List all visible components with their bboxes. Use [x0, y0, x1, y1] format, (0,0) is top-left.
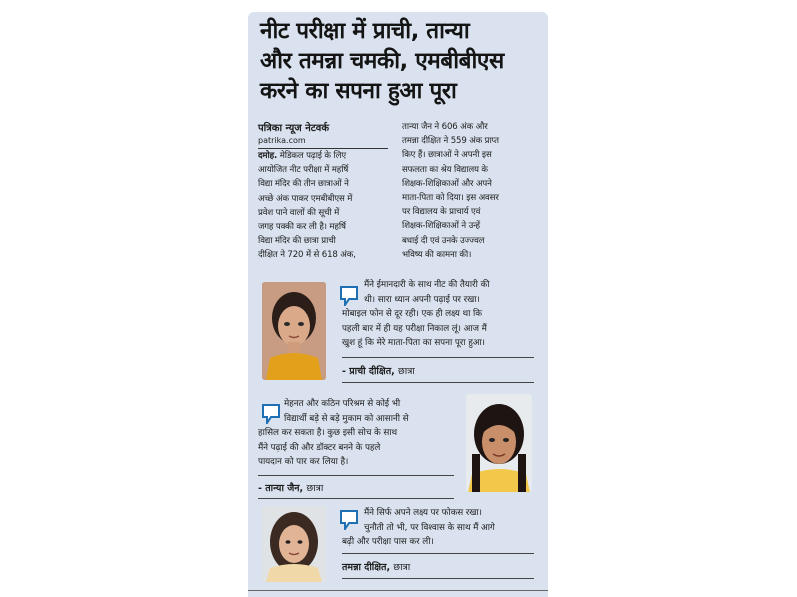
photo-tanya	[466, 394, 532, 492]
article-line: शिक्षक-शिक्षिकाओं ने उन्हें	[402, 221, 480, 232]
article-line: बधाई दी एवं उनके उज्ज्वल	[402, 235, 485, 246]
quote-line: पायदान को पार कर लिया है।	[258, 457, 349, 468]
quote-line: चुनौती तो भी, पर विश्वास के साथ मैं आगे	[364, 522, 495, 533]
quote-line: बढ़ी और परीक्षा पास कर ली।	[342, 537, 434, 548]
attribution-role: छात्रा	[398, 366, 415, 377]
headline-line: करने का सपना हुआ पूरा	[260, 78, 457, 104]
quote-line: मोबाइल फोन से दूर रही। एक ही लक्ष्य था कि	[342, 309, 482, 320]
newspaper-clipping	[248, 12, 548, 597]
article-line: शिक्षक-शिक्षिकाओं और अपने	[402, 178, 492, 189]
article-column-2	[402, 120, 542, 262]
photo-tamanna	[262, 506, 326, 582]
article-line	[258, 149, 396, 163]
article-line: तमन्ना दीक्षित ने 559 अंक प्राप्त	[402, 136, 499, 147]
article-line: माता-पिता को दिया। इस अवसर	[402, 193, 499, 204]
article-line: आयोजित नीट परीक्षा में महर्षि	[258, 165, 349, 176]
quote-tamanna	[342, 506, 495, 550]
article-line: तान्या जैन ने 606 अंक और	[402, 122, 488, 132]
attribution-prachi	[342, 364, 415, 377]
quote-line: हासिल कर सकता है। कुछ इसी सोच के साथ	[258, 428, 398, 439]
site-url: patrika.com	[258, 136, 306, 145]
quote-divider	[342, 553, 534, 554]
quote-divider	[258, 498, 454, 499]
article-column-1	[258, 149, 396, 263]
article-line: सफलता का श्रेय विद्यालय के	[402, 164, 488, 175]
article-line: जगह पक्की कर ली है। महर्षि	[258, 222, 346, 233]
attribution-name: - तान्या जैन,	[258, 483, 304, 494]
article-line: प्रवेश पाने वालों की सूची में	[258, 207, 340, 218]
quote-divider	[342, 578, 534, 579]
article-line: विद्या मंदिर की छात्रा प्राची	[258, 236, 336, 247]
photo-prachi	[262, 282, 326, 380]
portrait-image	[262, 282, 326, 380]
article-line: पर विद्यालय के प्राचार्य एवं	[402, 207, 481, 218]
article-line: किए हैं। छात्राओं ने अपनी इस	[402, 150, 492, 161]
attribution-role: छात्रा	[393, 562, 411, 573]
article-line: दीक्षित ने 720 में से 618 अंक,	[258, 250, 356, 261]
quote-line: मैंने ईमानदारी के साथ नीट की तैयारी की	[364, 280, 490, 290]
bottom-divider	[248, 590, 548, 591]
attribution-role: छात्रा	[306, 483, 324, 494]
quote-line: मैंने पढ़ाई की और डॉक्टर बनने के पहले	[258, 442, 381, 453]
portrait-image	[262, 506, 326, 582]
quote-line: विद्यार्थी बड़े से बड़े मुकाम को आसानी से	[284, 413, 409, 424]
headline	[260, 16, 545, 106]
quote-line: पहली बार में ही यह परीक्षा निकाल लूं। आज मैं	[342, 323, 487, 334]
dateline: दमोह.	[258, 151, 278, 161]
quote-divider	[342, 357, 534, 358]
attribution-tanya	[258, 481, 323, 494]
article-line: भविष्य की कामना की।	[402, 249, 472, 260]
attribution-tamanna	[342, 560, 410, 573]
headline-line: नीट परीक्षा में प्राची, तान्या	[260, 18, 470, 44]
portrait-image	[466, 394, 532, 492]
quote-tanya	[258, 397, 408, 470]
quote-line: मेहनत और कठिन परिश्रम से कोई भी	[284, 399, 401, 409]
attribution-name: - प्राची दीक्षित,	[342, 366, 395, 377]
headline-line: और तमन्ना चमकी, एमबीबीएस	[260, 48, 504, 74]
quote-line: थी। सारा ध्यान अपनी पढ़ाई पर रखा।	[364, 294, 480, 305]
quote-divider	[258, 475, 454, 476]
quote-prachi	[342, 278, 489, 351]
quote-divider	[342, 382, 534, 383]
article-line: विद्या मंदिर की तीन छात्राओं ने	[258, 179, 349, 190]
attribution-name: तमन्ना दीक्षित,	[342, 562, 391, 573]
quote-line: खुश हूं कि मेरे माता-पिता का सपना पूरा हुआ।	[342, 338, 485, 349]
byline: पत्रिका न्यूज नेटवर्क	[258, 123, 330, 134]
article-line: अच्छे अंक पाकर एमबीबीएस में	[258, 193, 353, 204]
quote-line: मैंने सिर्फ अपने लक्ष्य पर फोकस रखा।	[364, 508, 482, 518]
article-text: मेडिकल पढ़ाई के लिए	[279, 151, 346, 161]
